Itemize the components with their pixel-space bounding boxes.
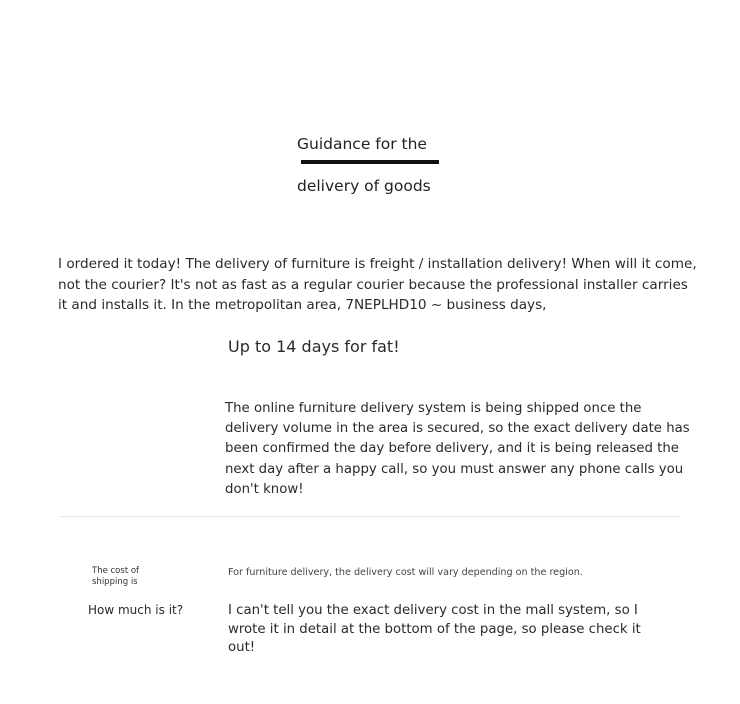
delivery-highlight: Up to 14 days for fat! xyxy=(228,337,400,356)
faq-answer-note: For furniture delivery, the delivery cost will vary depending on the region. xyxy=(228,567,583,578)
section-divider xyxy=(60,516,680,517)
title-underline xyxy=(301,160,439,164)
faq-question: How much is it? xyxy=(88,603,184,617)
page-title-line-1: Guidance for the xyxy=(297,135,427,153)
delivery-intro-text: I ordered it today! The delivery of furniture is freight / installation delivery! When will it come, not the courier? It's not as fast as a regular courier because the professional installer carries it and installs it. In the metropolitan area, 7NEPLHD10 ~ business days, xyxy=(58,256,697,313)
delivery-system-info: The online furniture delivery system is being shipped once the delivery volume in the area is secured, so the exact delivery date has been confirmed the day before delivery, and it is being released the next day after a happy call, so you must answer any phone calls you don't know! xyxy=(225,401,690,497)
page-title xyxy=(297,113,497,218)
faq-question-label: The cost of shipping is xyxy=(92,566,140,587)
page-title-line-2: delivery of goods xyxy=(297,177,431,195)
faq-answer: I can't tell you the exact delivery cost in the mall system, so I wrote it in detail at the bottom of the page, so please check it out! xyxy=(228,603,641,655)
